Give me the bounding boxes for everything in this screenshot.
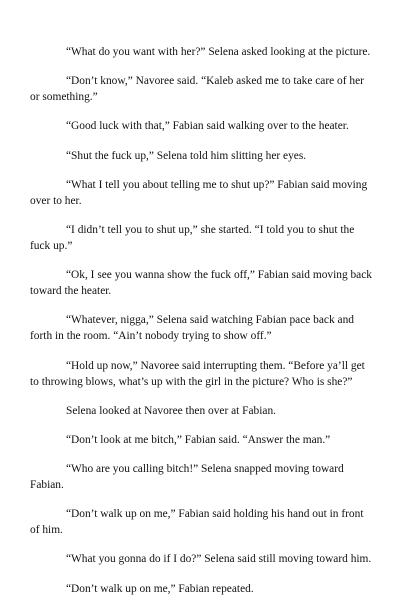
paragraph-6: “I didn’t tell you to shut up,” she started. “I told you to shut the fuck up.”	[30, 223, 355, 252]
paragraph-13: “Don’t walk up on me,” Fabian said holding his hand out in front of him.	[30, 508, 364, 537]
paragraph-10: Selena looked at Navoree then over at Fabian.	[66, 404, 277, 417]
paragraph-11: “Don’t look at me bitch,” Fabian said. “Answer the man.”	[66, 433, 331, 446]
paragraph-14: “What you gonna do if I do?” Selena said still moving toward him.	[66, 553, 372, 566]
paragraph-15: “Don’t walk up on me,” Fabian repeated.	[66, 582, 254, 595]
paragraph-4: “Shut the fuck up,” Selena told him slitting her eyes.	[66, 149, 307, 162]
paragraph-1: “What do you want with her?” Selena asked looking at the picture.	[66, 46, 371, 58]
paragraph-3: “Good luck with that,” Fabian said walking over to the heater.	[66, 120, 349, 133]
paragraph-5: “What I tell you about telling me to shut up?” Fabian said moving over to her.	[30, 178, 368, 207]
paragraph-8: “Whatever, nigga,” Selena said watching Fabian pace back and forth in the room. “Ain’t nobody trying to show off.”	[30, 314, 354, 343]
paragraph-9: “Hold up now,” Navoree said interrupting them. “Before ya’ll get to throwing blows, what’s up with the girl in the picture? Who is she?”	[30, 359, 365, 388]
paragraph-7: “Ok, I see you wanna show the fuck off,” Fabian said moving back toward the heater.	[30, 269, 372, 298]
paragraph-2: “Don’t know,” Navoree said. “Kaleb asked me to take care of her or something.”	[30, 75, 364, 104]
paragraph-12: “Who are you calling bitch!” Selena snapped moving toward Fabian.	[30, 463, 344, 492]
